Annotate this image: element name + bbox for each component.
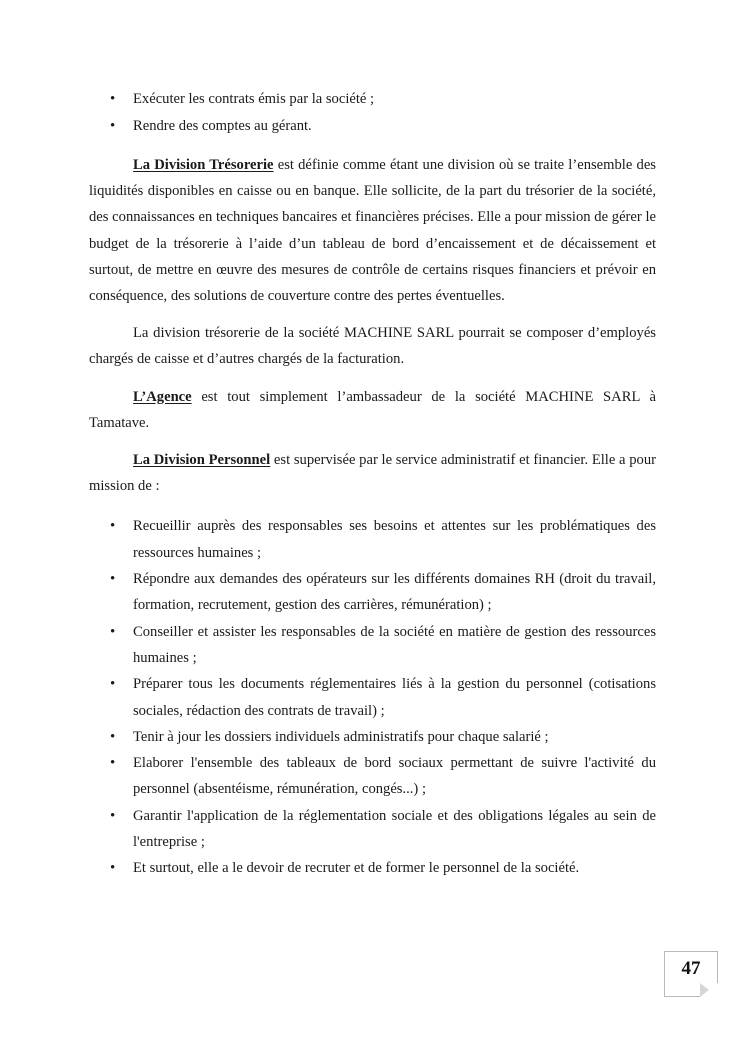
document-page — [89, 86, 656, 882]
list-item — [89, 566, 656, 619]
bullet-icon: • — [110, 518, 116, 535]
list-item-text: Elaborer l'ensemble des tableaux de bord sociaux permettant de suivre l'activité du personnel (absentéisme, rémunération, congés...) ; — [133, 755, 656, 798]
bullet-icon: • — [110, 755, 116, 772]
keyword-tresorerie: La Division Trésorerie — [133, 157, 274, 173]
page-number-box — [664, 951, 718, 997]
bullet-icon: • — [110, 728, 116, 745]
paragraph-tresorerie — [89, 152, 656, 309]
list-item — [89, 855, 656, 881]
bullet-icon: • — [110, 860, 116, 877]
list-item — [89, 803, 656, 856]
paragraph-text: La division trésorerie de la société MACHINE SARL pourrait se composer d’employés chargés de caisse et d’autres chargés de la facturation. — [89, 325, 656, 368]
bullet-icon: • — [110, 571, 116, 588]
paragraph-composition — [89, 320, 656, 372]
list-item-text: Exécuter les contrats émis par la société ; — [133, 91, 375, 107]
list-item — [89, 619, 656, 672]
list-item — [89, 671, 656, 724]
list-item — [89, 113, 656, 140]
paragraph-text: est définie comme étant une division où se traite l’ensemble des liquidités disponibles en caisse ou en banque. Elle sollicite, de la part du trésorier de la société, des connaissances en techniques bancaires et financières précises. Elle a pour mission de gérer le budget de la trésorerie à l’aide d’un tableau de bord d’encaissement et de décaissement et surtout, de mettre en œuvre des mesures de contrôle de certains risques financiers et prévoir en conséquence, des solutions de couverture contre des pertes éventuelles. — [89, 157, 656, 305]
bullet-icon: • — [110, 118, 116, 134]
list-item-text: Tenir à jour les dossiers individuels administratifs pour chaque salarié ; — [133, 728, 549, 745]
paragraph-personnel — [89, 447, 656, 499]
keyword-agence: L’Agence — [133, 388, 192, 405]
list-item-text: Préparer tous les documents réglementaires liés à la gestion du personnel (cotisations sociales, rédaction des contrats de travail) ; — [133, 676, 656, 719]
paragraph-agence — [89, 384, 656, 436]
list-item-text: Rendre des comptes au gérant. — [133, 118, 312, 134]
bullet-icon: • — [110, 676, 116, 693]
list-item-text: Garantir l'application de la réglementation sociale et des obligations légales au sein de l'entreprise ; — [133, 807, 656, 850]
bullet-list-mission — [89, 513, 656, 881]
paragraph-text: est supervisée par le service administratif et financier. Elle a pour mission de : — [89, 452, 656, 495]
list-item — [89, 724, 656, 750]
bullet-icon: • — [110, 807, 116, 824]
list-item-text: Et surtout, elle a le devoir de recruter et de former le personnel de la société. — [133, 860, 580, 877]
list-item-text: Recueillir auprès des responsables ses besoins et attentes sur les problématiques des ressources humaines ; — [133, 518, 656, 561]
list-item-text: Répondre aux demandes des opérateurs sur les différents domaines RH (droit du travail, formation, recrutement, gestion des carrières, rémunération) ; — [133, 571, 656, 614]
bullet-icon: • — [110, 91, 116, 107]
bullet-icon: • — [110, 623, 116, 640]
list-item — [89, 513, 656, 566]
paragraph-text: est tout simplement l’ambassadeur de la société MACHINE SARL à Tamatave. — [89, 388, 656, 431]
list-item — [89, 750, 656, 803]
list-item — [89, 86, 656, 113]
page-number: 47 — [681, 958, 701, 979]
list-item-text: Conseiller et assister les responsables de la société en matière de gestion des ressources humaines ; — [133, 623, 656, 666]
bullet-list-top — [89, 86, 656, 140]
keyword-personnel: La Division Personnel — [133, 452, 271, 469]
